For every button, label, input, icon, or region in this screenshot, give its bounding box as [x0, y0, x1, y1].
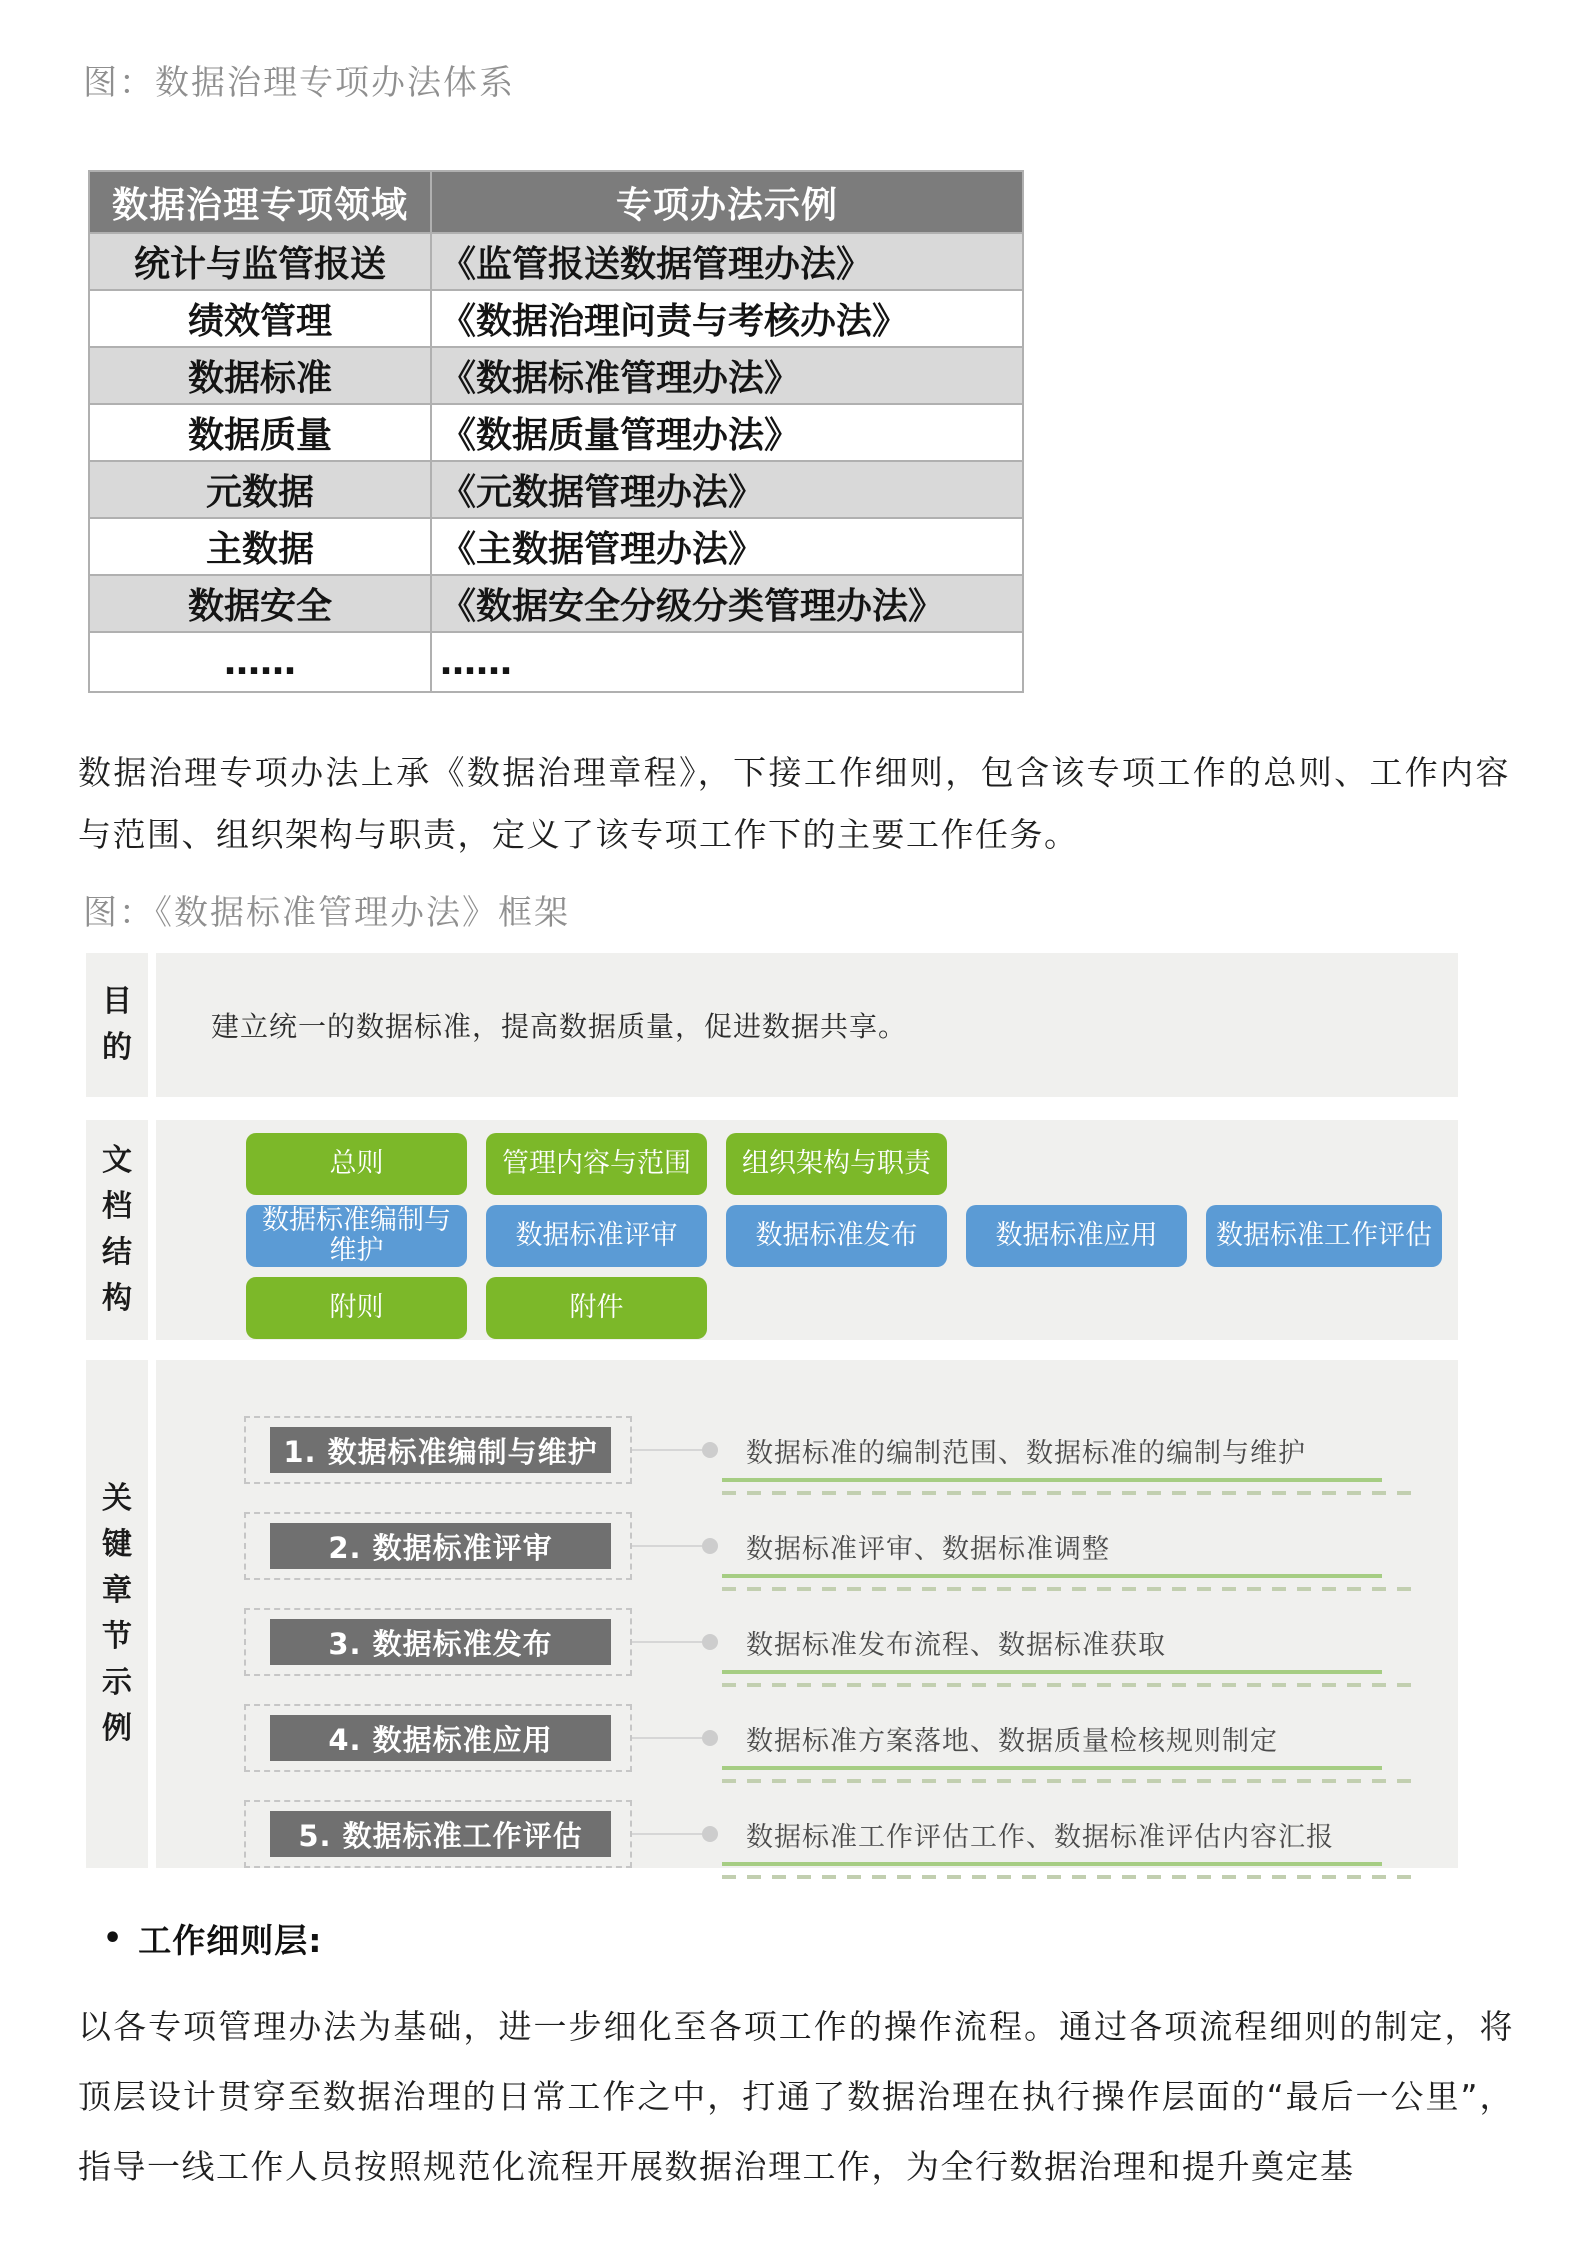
chapter-item	[244, 1690, 1458, 1786]
chapters-content	[156, 1360, 1458, 1868]
cell-domain: 数据标准	[89, 347, 431, 404]
cell-example: ……	[431, 632, 1023, 692]
chapter-item	[244, 1402, 1458, 1498]
chapter-title: 1. 数据标准编制与维护	[270, 1427, 611, 1473]
table-header-domain: 数据治理专项领域	[89, 171, 431, 233]
chip-org-duties: 组织架构与职责	[726, 1133, 947, 1195]
connector-line	[632, 1545, 702, 1547]
cell-domain: ……	[89, 632, 431, 692]
structure-section	[86, 1120, 1458, 1340]
green-underline	[722, 1862, 1382, 1866]
cell-example: 《主数据管理办法》	[431, 518, 1023, 575]
chapter-desc-text: 数据标准发布流程、数据标准获取	[746, 1630, 1166, 1661]
table-row	[89, 518, 1023, 575]
chapter-box-frame	[244, 1704, 632, 1772]
structure-row-3	[246, 1277, 1458, 1339]
structure-row-2	[246, 1205, 1458, 1267]
chapter-item	[244, 1786, 1458, 1882]
chapter-box-frame	[244, 1800, 632, 1868]
chapter-item	[244, 1594, 1458, 1690]
cell-example: 《元数据管理办法》	[431, 461, 1023, 518]
table-row	[89, 632, 1023, 692]
chapter-box-frame	[244, 1416, 632, 1484]
chip-std-review: 数据标准评审	[486, 1205, 707, 1267]
chapter-box-frame	[244, 1608, 632, 1676]
chapters-label-column	[86, 1360, 148, 1868]
figure1-title: 图：数据治理专项办法体系	[83, 63, 515, 103]
structure-content	[156, 1120, 1458, 1340]
special-measures-table	[88, 170, 1024, 693]
chip-std-compile: 数据标准编制与维护	[246, 1205, 467, 1267]
chapter-title: 2. 数据标准评审	[270, 1523, 611, 1569]
cell-domain: 绩效管理	[89, 290, 431, 347]
bullet-label: 工作细则层:	[138, 1921, 323, 1960]
chapter-title: 3. 数据标准发布	[270, 1619, 611, 1665]
table-header-example: 专项办法示例	[431, 171, 1023, 233]
purpose-content	[156, 953, 1458, 1097]
cell-example: 《数据治理问责与考核办法》	[431, 290, 1023, 347]
cell-example: 《数据质量管理办法》	[431, 404, 1023, 461]
cell-domain: 元数据	[89, 461, 431, 518]
cell-domain: 数据质量	[89, 404, 431, 461]
chapter-description	[722, 1815, 1422, 1879]
chip-std-evaluate: 数据标准工作评估	[1206, 1205, 1442, 1267]
dashed-underline	[722, 1875, 1422, 1879]
green-underline	[722, 1478, 1382, 1482]
purpose-text: 建立统一的数据标准，提高数据质量，促进数据共享。	[211, 1010, 908, 1043]
figure2-title: 图：《数据标准管理办法》框架	[83, 893, 570, 933]
chapter-title: 5. 数据标准工作评估	[270, 1811, 611, 1857]
chip-appendix: 附件	[486, 1277, 707, 1339]
chapter-desc-text: 数据标准工作评估工作、数据标准评估内容汇报	[746, 1822, 1334, 1853]
purpose-label-column	[86, 953, 148, 1097]
chip-std-publish: 数据标准发布	[726, 1205, 947, 1267]
bullet-item	[103, 1915, 322, 1962]
cell-example: 《数据标准管理办法》	[431, 347, 1023, 404]
chapters-section	[86, 1360, 1458, 1868]
chapter-box-frame	[244, 1512, 632, 1580]
table-row	[89, 290, 1023, 347]
chip-general-rules: 总则	[246, 1133, 467, 1195]
cell-domain: 主数据	[89, 518, 431, 575]
chapter-description	[722, 1527, 1422, 1591]
chapter-desc-text: 数据标准评审、数据标准调整	[746, 1534, 1110, 1565]
table-row	[89, 575, 1023, 632]
table-header-row	[89, 171, 1023, 233]
table-row	[89, 233, 1023, 290]
structure-label-column	[86, 1120, 148, 1340]
bullet-dot-icon: •	[103, 1921, 123, 1956]
dashed-underline	[722, 1779, 1422, 1783]
connector-dot-icon	[702, 1538, 718, 1554]
connector-dot-icon	[702, 1826, 718, 1842]
chip-std-apply: 数据标准应用	[966, 1205, 1187, 1267]
chapter-description	[722, 1623, 1422, 1687]
chapter-item	[244, 1498, 1458, 1594]
cell-example: 《监管报送数据管理办法》	[431, 233, 1023, 290]
purpose-section	[86, 953, 1458, 1097]
structure-label: 文档结构	[102, 1143, 132, 1316]
chip-supplementary: 附则	[246, 1277, 467, 1339]
chapter-description	[722, 1719, 1422, 1783]
table-row	[89, 461, 1023, 518]
cell-domain: 数据安全	[89, 575, 431, 632]
chapter-desc-text: 数据标准方案落地、数据质量检核规则制定	[746, 1726, 1278, 1757]
connector-line	[632, 1833, 702, 1835]
connector-line	[632, 1449, 702, 1451]
paragraph-1: 数据治理专项办法上承《数据治理章程》，下接工作细则，包含该专项工作的总则、工作内容与范围、组织架构与职责，定义了该专项工作下的主要工作任务。	[78, 753, 1510, 854]
connector-dot-icon	[702, 1730, 718, 1746]
connector-line	[632, 1737, 702, 1739]
connector-line	[632, 1641, 702, 1643]
chapter-desc-text: 数据标准的编制范围、数据标准的编制与维护	[746, 1438, 1306, 1469]
chapter-description	[722, 1431, 1422, 1495]
table-row	[89, 404, 1023, 461]
cell-domain: 统计与监管报送	[89, 233, 431, 290]
green-underline	[722, 1670, 1382, 1674]
structure-row-1	[246, 1133, 1458, 1195]
chapters-label: 关键章节示例	[102, 1481, 132, 1746]
chip-scope: 管理内容与范围	[486, 1133, 707, 1195]
dashed-underline	[722, 1683, 1422, 1687]
connector-dot-icon	[702, 1634, 718, 1650]
chapter-title: 4. 数据标准应用	[270, 1715, 611, 1761]
dashed-underline	[722, 1587, 1422, 1591]
purpose-label: 目的	[102, 984, 132, 1065]
paragraph-2: 以各专项管理办法为基础，进一步细化至各项工作的操作流程。通过各项流程细则的制定，将顶层设计贯穿至数据治理的日常工作之中，打通了数据治理在执行操作层面的“最后一公里”，指导一线工作人员按照规范化流程开展数据治理工作，为全行数据治理和提升奠定基	[78, 2007, 1514, 2186]
dashed-underline	[722, 1491, 1422, 1495]
connector-dot-icon	[702, 1442, 718, 1458]
green-underline	[722, 1574, 1382, 1578]
green-underline	[722, 1766, 1382, 1770]
cell-example: 《数据安全分级分类管理办法》	[431, 575, 1023, 632]
table-row	[89, 347, 1023, 404]
